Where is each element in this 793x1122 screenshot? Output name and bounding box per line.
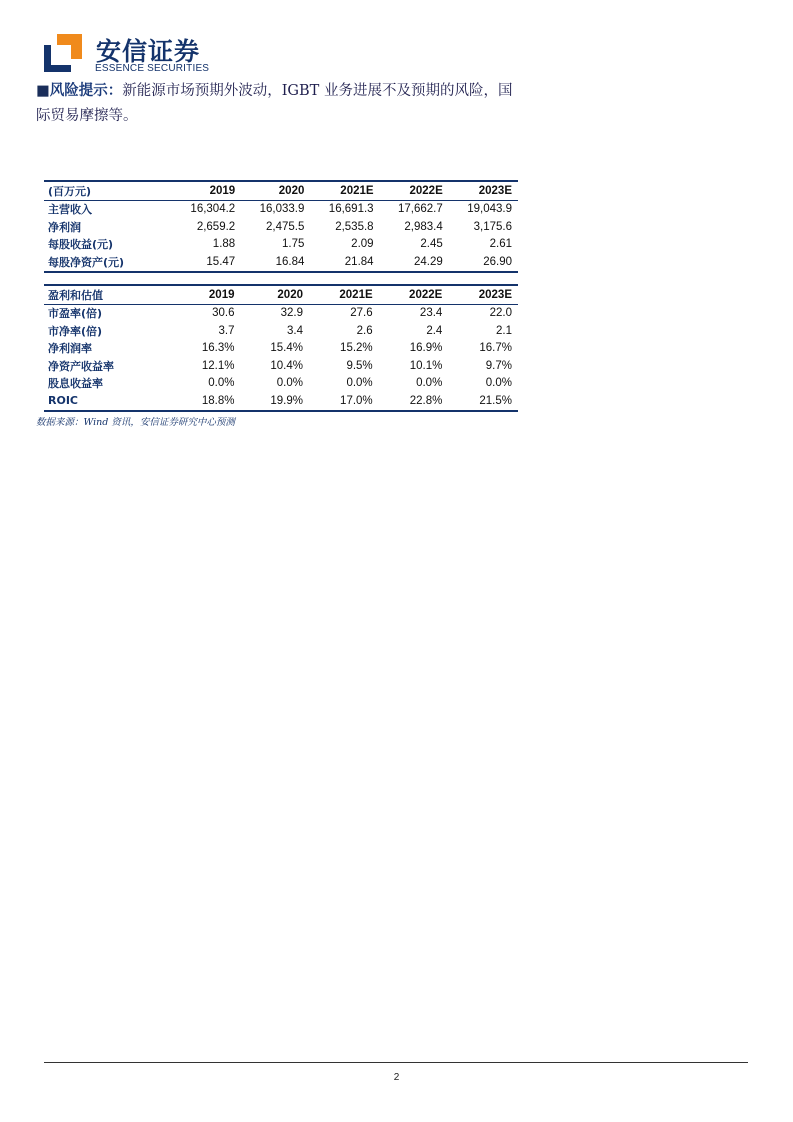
table-cell: 16,691.3 xyxy=(328,203,374,216)
table-cell: 16.9% xyxy=(409,342,443,355)
table-cell: 16.3% xyxy=(201,342,235,355)
table-cell: 2.09 xyxy=(351,238,374,251)
row-label: 股息收益率 xyxy=(48,377,103,391)
table-cell: 17,662.7 xyxy=(397,203,443,216)
header-cell: 2022E xyxy=(380,181,449,200)
header-cell: 2020 xyxy=(241,181,310,200)
table-cell: 0.0% xyxy=(276,377,303,390)
table-cell: 26.90 xyxy=(449,253,518,272)
table-cell: 10.4% xyxy=(270,359,303,372)
risk-label: 风险提示： xyxy=(49,82,123,99)
table-cell: 2,475.5 xyxy=(266,220,305,233)
table-row xyxy=(44,304,518,322)
table-row xyxy=(44,218,518,236)
table-cell: 16.7% xyxy=(479,342,512,355)
table-cell: 1.88 xyxy=(212,238,236,251)
table-header-row xyxy=(44,285,518,304)
table-cell: 23.4 xyxy=(419,307,443,320)
table-cell: 1.75 xyxy=(281,238,305,251)
table-cell: 24.29 xyxy=(380,253,449,272)
table-cell: 2,535.8 xyxy=(335,220,374,233)
table-row xyxy=(44,392,518,411)
table-cell: 30.6 xyxy=(212,307,235,320)
table-cell: 9.5% xyxy=(346,359,373,372)
row-label: 市净率(倍) xyxy=(48,324,103,338)
row-label: 每股收益(元) xyxy=(48,238,114,252)
table-cell: 0.0% xyxy=(346,377,373,390)
table-cell: 2.61 xyxy=(489,238,512,251)
table-row xyxy=(44,236,518,254)
table-cell: 12.1% xyxy=(201,359,235,372)
data-source-note: 数据来源：Wind 资讯，安信证券研究中心预测 xyxy=(36,417,235,428)
page-number: 2 xyxy=(393,1072,400,1083)
table-row xyxy=(44,322,518,340)
bullet-square-icon: ■ xyxy=(36,83,50,99)
row-label: 净资产收益率 xyxy=(48,359,114,373)
table-cell: 17.0% xyxy=(309,392,379,411)
company-name-cn: 安信证券 xyxy=(96,37,201,66)
table-row xyxy=(44,340,518,358)
table-cell: 10.1% xyxy=(409,359,443,372)
table-row xyxy=(44,200,518,218)
row-label: 主营收入 xyxy=(48,203,92,217)
table-cell: 32.9 xyxy=(280,307,303,320)
header-cell: 2019 xyxy=(172,181,241,200)
header-cell: 盈利和估值 xyxy=(44,285,172,304)
row-label: ROIC xyxy=(44,392,172,411)
table-cell: 22.8% xyxy=(379,392,449,411)
table-cell: 21.84 xyxy=(310,253,379,272)
table-cell: 19.9% xyxy=(241,392,310,411)
footer-divider xyxy=(44,1062,748,1063)
company-logo xyxy=(44,34,214,78)
table-cell: 22.0 xyxy=(489,307,512,320)
table-cell: 2.1 xyxy=(496,324,512,337)
table-cell: 18.8% xyxy=(172,392,241,411)
table-cell: 3.7 xyxy=(218,324,235,337)
row-label: 净利润率 xyxy=(48,342,92,356)
risk-warning xyxy=(36,78,526,129)
table-cell: 0.0% xyxy=(485,377,512,390)
table-cell: 15.47 xyxy=(172,253,241,272)
table-cell: 2.6 xyxy=(356,324,373,337)
valuation-table xyxy=(44,284,518,412)
header-cell: 2023E xyxy=(449,181,518,200)
table-row xyxy=(44,357,518,375)
table-cell: 16,033.9 xyxy=(259,203,305,216)
table-cell: 3,175.6 xyxy=(473,220,512,233)
row-label: 净利润 xyxy=(48,220,81,234)
table-cell: 0.0% xyxy=(416,377,443,390)
header-cell: 2019 xyxy=(172,285,241,304)
financial-summary-table xyxy=(44,180,518,273)
table-cell: 9.7% xyxy=(485,359,512,372)
table-cell: 19,043.9 xyxy=(467,203,512,216)
table-cell: 2,659.2 xyxy=(196,220,236,233)
table-cell: 15.2% xyxy=(340,342,373,355)
table-cell: 16.84 xyxy=(241,253,310,272)
table-cell: 21.5% xyxy=(448,392,518,411)
header-cell: 2021E xyxy=(309,285,379,304)
header-cell: 2023E xyxy=(448,285,518,304)
risk-text: 新能源市场预期外波动，IGBT 业务进展不及预期的风险，国际贸易摩擦等。 xyxy=(36,83,513,124)
table-cell: 15.4% xyxy=(270,342,303,355)
table-row xyxy=(44,375,518,393)
table-cell: 2,983.4 xyxy=(404,220,443,233)
header-cell: 2022E xyxy=(379,285,449,304)
table-cell: 3.4 xyxy=(287,324,303,337)
row-label: 每股净资产(元) xyxy=(44,253,172,272)
table-cell: 0.0% xyxy=(208,377,235,390)
table-header-row xyxy=(44,181,518,200)
header-cell: 2020 xyxy=(241,285,310,304)
essence-logo-icon xyxy=(44,34,82,72)
table-cell: 27.6 xyxy=(350,307,373,320)
table-cell: 2.4 xyxy=(426,324,443,337)
header-cell: (百万元) xyxy=(44,181,172,200)
table-row xyxy=(44,253,518,272)
company-name-en: ESSENCE SECURITIES xyxy=(95,63,210,74)
table-cell: 16,304.2 xyxy=(190,203,236,216)
header-cell: 2021E xyxy=(310,181,379,200)
table-cell: 2.45 xyxy=(420,238,443,251)
row-label: 市盈率(倍) xyxy=(48,307,103,321)
